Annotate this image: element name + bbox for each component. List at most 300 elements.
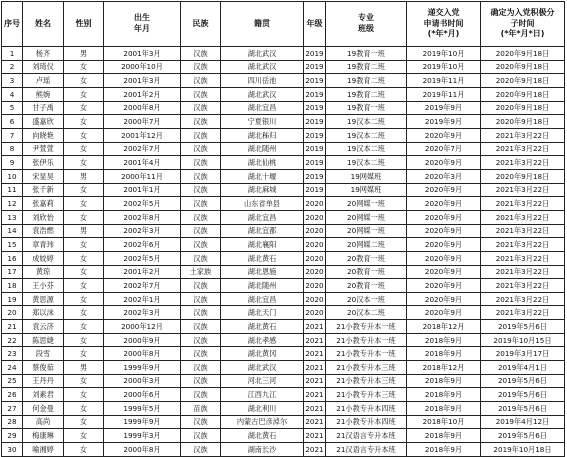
major-cell[interactable]: 20网媒一班 [326, 210, 407, 224]
name-cell[interactable]: 郑以沫 [23, 306, 64, 320]
name-cell[interactable]: 向晓艳 [23, 128, 64, 142]
grade-cell[interactable]: 2020 [304, 197, 326, 211]
birth-cell[interactable]: 1999年9月 [104, 415, 181, 429]
birth-cell[interactable]: 2002年5月 [104, 197, 181, 211]
seq-cell[interactable]: 25 [2, 374, 23, 388]
activist-time-cell[interactable]: 2020年9月18日 [481, 60, 565, 74]
activist-time-cell[interactable]: 2021年3月22日 [481, 183, 565, 197]
birth-cell[interactable]: 2002年7月 [104, 142, 181, 156]
activist-time-cell[interactable]: 2020年9月18日 [481, 115, 565, 129]
major-cell[interactable]: 21汉语言专升本班 [326, 429, 407, 443]
activist-time-cell[interactable]: 2021年3月22日 [481, 265, 565, 279]
birth-cell[interactable]: 2002年6月 [104, 238, 181, 252]
activist-time-cell[interactable]: 2021年3月22日 [481, 292, 565, 306]
native-cell[interactable]: 湖北随州 [221, 142, 304, 156]
activist-time-cell[interactable]: 2021年3月22日 [481, 210, 565, 224]
birth-cell[interactable]: 2000年8月 [104, 443, 181, 457]
major-cell[interactable]: 20网媒一班 [326, 197, 407, 211]
activist-time-cell[interactable]: 2021年3月22日 [481, 142, 565, 156]
native-cell[interactable]: 湖北武汉 [221, 60, 304, 74]
apply-time-cell[interactable]: 2020年9月 [407, 210, 481, 224]
gender-cell[interactable]: 男 [64, 224, 104, 238]
gender-cell[interactable]: 女 [64, 115, 104, 129]
apply-time-cell[interactable]: 2020年9月 [407, 292, 481, 306]
gender-cell[interactable]: 女 [64, 388, 104, 402]
gender-cell[interactable]: 女 [64, 156, 104, 170]
birth-cell[interactable]: 2000年3月 [104, 374, 181, 388]
name-cell[interactable]: 成姣婷 [23, 251, 64, 265]
grade-cell[interactable]: 2019 [304, 142, 326, 156]
birth-cell[interactable]: 2002年3月 [104, 306, 181, 320]
ethnicity-cell[interactable]: 汉族 [181, 333, 221, 347]
apply-time-cell[interactable]: 2020年9月 [407, 128, 481, 142]
apply-time-cell[interactable]: 2019年11月 [407, 87, 481, 101]
apply-time-cell[interactable]: 2019年10月 [407, 60, 481, 74]
grade-cell[interactable]: 2021 [304, 374, 326, 388]
grade-cell[interactable]: 2021 [304, 402, 326, 416]
ethnicity-cell[interactable]: 汉族 [181, 292, 221, 306]
seq-cell[interactable]: 30 [2, 443, 23, 457]
header-seq[interactable]: 序号 [2, 2, 23, 47]
apply-time-cell[interactable]: 2020年9月 [407, 279, 481, 293]
ethnicity-cell[interactable]: 汉族 [181, 197, 221, 211]
name-cell[interactable]: 刘欣怡 [23, 210, 64, 224]
native-cell[interactable]: 湖北黄冈 [221, 347, 304, 361]
activist-time-cell[interactable]: 2019年10月18日 [481, 443, 565, 457]
name-cell[interactable]: 王小芬 [23, 279, 64, 293]
seq-cell[interactable]: 3 [2, 74, 23, 88]
native-cell[interactable]: 湖北宜昌 [221, 101, 304, 115]
major-cell[interactable]: 19汉本二班 [326, 128, 407, 142]
ethnicity-cell[interactable]: 汉族 [181, 429, 221, 443]
apply-time-cell[interactable]: 2018年9月 [407, 443, 481, 457]
name-cell[interactable]: 黄琼 [23, 265, 64, 279]
apply-time-cell[interactable]: 2018年9月 [407, 388, 481, 402]
ethnicity-cell[interactable]: 汉族 [181, 60, 221, 74]
activist-time-cell[interactable]: 2020年9月18日 [481, 169, 565, 183]
activist-time-cell[interactable]: 2019年4月1日 [481, 361, 565, 375]
name-cell[interactable]: 袁浩燃 [23, 224, 64, 238]
name-cell[interactable]: 王丹丹 [23, 374, 64, 388]
activist-time-cell[interactable]: 2019年10月15日 [481, 333, 565, 347]
apply-time-cell[interactable]: 2018年9月 [407, 402, 481, 416]
gender-cell[interactable]: 女 [64, 87, 104, 101]
major-cell[interactable]: 21小教专升本三班 [326, 361, 407, 375]
major-cell[interactable]: 19汉本二班 [326, 115, 407, 129]
seq-cell[interactable]: 23 [2, 347, 23, 361]
apply-time-cell[interactable]: 2018年12月 [407, 361, 481, 375]
name-cell[interactable]: 盛嘉欣 [23, 115, 64, 129]
major-cell[interactable]: 21小教专升本三班 [326, 374, 407, 388]
birth-cell[interactable]: 2001年3月 [104, 47, 181, 61]
gender-cell[interactable]: 男 [64, 169, 104, 183]
native-cell[interactable]: 湖北恩施 [221, 265, 304, 279]
name-cell[interactable]: 何金曼 [23, 402, 64, 416]
gender-cell[interactable]: 女 [64, 197, 104, 211]
birth-cell[interactable]: 1999年9月 [104, 361, 181, 375]
name-cell[interactable]: 黄思源 [23, 292, 64, 306]
birth-cell[interactable]: 2000年11月 [104, 169, 181, 183]
ethnicity-cell[interactable]: 汉族 [181, 210, 221, 224]
native-cell[interactable]: 内蒙古巴彦淖尔 [221, 415, 304, 429]
apply-time-cell[interactable]: 2020年9月 [407, 306, 481, 320]
major-cell[interactable]: 19网媒班 [326, 183, 407, 197]
seq-cell[interactable]: 12 [2, 197, 23, 211]
apply-time-cell[interactable]: 2018年9月 [407, 347, 481, 361]
grade-cell[interactable]: 2021 [304, 388, 326, 402]
native-cell[interactable]: 湖北武汉 [221, 87, 304, 101]
activist-time-cell[interactable]: 2019年4月12日 [481, 415, 565, 429]
seq-cell[interactable]: 28 [2, 415, 23, 429]
major-cell[interactable]: 19网媒班 [326, 169, 407, 183]
gender-cell[interactable]: 男 [64, 47, 104, 61]
major-cell[interactable]: 19教育二班 [326, 60, 407, 74]
gender-cell[interactable]: 女 [64, 402, 104, 416]
grade-cell[interactable]: 2021 [304, 361, 326, 375]
activist-time-cell[interactable]: 2021年3月22日 [481, 251, 565, 265]
native-cell[interactable]: 湖北武汉 [221, 47, 304, 61]
native-cell[interactable]: 山东省单县 [221, 197, 304, 211]
major-cell[interactable]: 19汉本二班 [326, 156, 407, 170]
birth-cell[interactable]: 2002年7月 [104, 279, 181, 293]
name-cell[interactable]: 段雪 [23, 347, 64, 361]
ethnicity-cell[interactable]: 汉族 [181, 388, 221, 402]
header-ethnicity[interactable]: 民族 [181, 2, 221, 47]
ethnicity-cell[interactable]: 苗族 [181, 402, 221, 416]
birth-cell[interactable]: 2002年3月 [104, 224, 181, 238]
grade-cell[interactable]: 2021 [304, 347, 326, 361]
apply-time-cell[interactable]: 2020年7月 [407, 142, 481, 156]
ethnicity-cell[interactable]: 汉族 [181, 183, 221, 197]
activist-time-cell[interactable]: 2021年3月22日 [481, 238, 565, 252]
gender-cell[interactable]: 女 [64, 251, 104, 265]
grade-cell[interactable]: 2020 [304, 224, 326, 238]
header-grade[interactable]: 年级 [304, 2, 326, 47]
major-cell[interactable]: 19教育二班 [326, 87, 407, 101]
major-cell[interactable]: 19汉本二班 [326, 142, 407, 156]
grade-cell[interactable]: 2019 [304, 101, 326, 115]
name-cell[interactable]: 卢瑶 [23, 74, 64, 88]
major-cell[interactable]: 20网媒二班 [326, 238, 407, 252]
grade-cell[interactable]: 2021 [304, 333, 326, 347]
apply-time-cell[interactable]: 2018年10月 [407, 415, 481, 429]
gender-cell[interactable]: 女 [64, 306, 104, 320]
gender-cell[interactable]: 女 [64, 415, 104, 429]
name-cell[interactable]: 张嘉莉 [23, 197, 64, 211]
activist-time-cell[interactable]: 2021年3月22日 [481, 197, 565, 211]
ethnicity-cell[interactable]: 汉族 [181, 87, 221, 101]
birth-cell[interactable]: 2001年1月 [104, 183, 181, 197]
ethnicity-cell[interactable]: 汉族 [181, 443, 221, 457]
seq-cell[interactable]: 10 [2, 169, 23, 183]
seq-cell[interactable]: 7 [2, 128, 23, 142]
grade-cell[interactable]: 2019 [304, 128, 326, 142]
activist-time-cell[interactable]: 2020年9月18日 [481, 87, 565, 101]
apply-time-cell[interactable]: 2020年9月 [407, 224, 481, 238]
name-cell[interactable]: 刘素君 [23, 388, 64, 402]
grade-cell[interactable]: 2020 [304, 265, 326, 279]
seq-cell[interactable]: 29 [2, 429, 23, 443]
ethnicity-cell[interactable]: 汉族 [181, 320, 221, 334]
native-cell[interactable]: 湖北仙桃 [221, 156, 304, 170]
activist-time-cell[interactable]: 2019年5月6日 [481, 388, 565, 402]
apply-time-cell[interactable]: 2019年11月 [407, 74, 481, 88]
major-cell[interactable]: 20汉本一班 [326, 292, 407, 306]
gender-cell[interactable]: 女 [64, 74, 104, 88]
header-activist-time[interactable]: 确定为入党积极分 子时间 (*年*月*日) [481, 2, 565, 47]
activist-time-cell[interactable]: 2021年3月22日 [481, 156, 565, 170]
birth-cell[interactable]: 2000年10月 [104, 60, 181, 74]
header-gender[interactable]: 性别 [64, 2, 104, 47]
activist-time-cell[interactable]: 2020年9月18日 [481, 47, 565, 61]
grade-cell[interactable]: 2019 [304, 169, 326, 183]
seq-cell[interactable]: 2 [2, 60, 23, 74]
major-cell[interactable]: 20教育一班 [326, 279, 407, 293]
activist-time-cell[interactable]: 2019年5月6日 [481, 374, 565, 388]
gender-cell[interactable]: 女 [64, 292, 104, 306]
grade-cell[interactable]: 2020 [304, 306, 326, 320]
native-cell[interactable]: 湖北孝感 [221, 333, 304, 347]
seq-cell[interactable]: 1 [2, 47, 23, 61]
grade-cell[interactable]: 2020 [304, 251, 326, 265]
native-cell[interactable]: 河北三河 [221, 374, 304, 388]
grade-cell[interactable]: 2020 [304, 238, 326, 252]
apply-time-cell[interactable]: 2020年3月 [407, 169, 481, 183]
apply-time-cell[interactable]: 2018年9月 [407, 429, 481, 443]
gender-cell[interactable]: 女 [64, 320, 104, 334]
birth-cell[interactable]: 2001年4月 [104, 156, 181, 170]
activist-time-cell[interactable]: 2020年9月18日 [481, 74, 565, 88]
activist-time-cell[interactable]: 2020年9月18日 [481, 101, 565, 115]
native-cell[interactable]: 江西九江 [221, 388, 304, 402]
ethnicity-cell[interactable]: 汉族 [181, 74, 221, 88]
header-name[interactable]: 姓名 [23, 2, 64, 47]
header-birth[interactable]: 出生 年月 [104, 2, 181, 47]
birth-cell[interactable]: 2000年8月 [104, 347, 181, 361]
gender-cell[interactable]: 女 [64, 279, 104, 293]
major-cell[interactable]: 20教育一班 [326, 265, 407, 279]
major-cell[interactable]: 21小教专升本四班 [326, 402, 407, 416]
seq-cell[interactable]: 6 [2, 115, 23, 129]
major-cell[interactable]: 20网媒一班 [326, 224, 407, 238]
seq-cell[interactable]: 11 [2, 183, 23, 197]
activist-time-cell[interactable]: 2021年3月22日 [481, 306, 565, 320]
seq-cell[interactable]: 16 [2, 251, 23, 265]
native-cell[interactable]: 湖北天门 [221, 306, 304, 320]
gender-cell[interactable]: 女 [64, 333, 104, 347]
birth-cell[interactable]: 2002年5月 [104, 251, 181, 265]
seq-cell[interactable]: 21 [2, 320, 23, 334]
gender-cell[interactable]: 女 [64, 443, 104, 457]
apply-time-cell[interactable]: 2019年9月 [407, 101, 481, 115]
activist-time-cell[interactable]: 2019年5月6日 [481, 429, 565, 443]
name-cell[interactable]: 梅康琳 [23, 429, 64, 443]
activist-time-cell[interactable]: 2019年5月6日 [481, 320, 565, 334]
activist-time-cell[interactable]: 2019年5月6日 [481, 402, 565, 416]
gender-cell[interactable]: 女 [64, 142, 104, 156]
apply-time-cell[interactable]: 2018年9月 [407, 374, 481, 388]
native-cell[interactable]: 湖北宜昌 [221, 292, 304, 306]
gender-cell[interactable]: 女 [64, 128, 104, 142]
major-cell[interactable]: 20教育一班 [326, 251, 407, 265]
ethnicity-cell[interactable]: 汉族 [181, 47, 221, 61]
gender-cell[interactable]: 女 [64, 183, 104, 197]
grade-cell[interactable]: 2019 [304, 60, 326, 74]
apply-time-cell[interactable]: 2020年9月 [407, 251, 481, 265]
seq-cell[interactable]: 13 [2, 210, 23, 224]
seq-cell[interactable]: 14 [2, 224, 23, 238]
header-apply-time[interactable]: 递交入党 申请书时间 (*年*月) [407, 2, 481, 47]
birth-cell[interactable]: 1999年5月 [104, 402, 181, 416]
seq-cell[interactable]: 9 [2, 156, 23, 170]
apply-time-cell[interactable]: 2020年9月 [407, 238, 481, 252]
major-cell[interactable]: 21小教专升本一班 [326, 347, 407, 361]
activist-time-cell[interactable]: 2019年3月17日 [481, 347, 565, 361]
name-cell[interactable]: 章青玮 [23, 238, 64, 252]
ethnicity-cell[interactable]: 汉族 [181, 361, 221, 375]
birth-cell[interactable]: 2002年1月 [104, 292, 181, 306]
native-cell[interactable]: 湖北宜都 [221, 224, 304, 238]
native-cell[interactable]: 湖北黄石 [221, 320, 304, 334]
name-cell[interactable]: 熊婉 [23, 87, 64, 101]
name-cell[interactable]: 张千新 [23, 183, 64, 197]
seq-cell[interactable]: 5 [2, 101, 23, 115]
gender-cell[interactable]: 女 [64, 238, 104, 252]
birth-cell[interactable]: 2001年2月 [104, 87, 181, 101]
grade-cell[interactable]: 2019 [304, 87, 326, 101]
apply-time-cell[interactable]: 2019年10月 [407, 47, 481, 61]
grade-cell[interactable]: 2019 [304, 156, 326, 170]
apply-time-cell[interactable]: 2018年12月 [407, 320, 481, 334]
gender-cell[interactable]: 女 [64, 265, 104, 279]
ethnicity-cell[interactable]: 汉族 [181, 156, 221, 170]
birth-cell[interactable]: 2002年8月 [104, 210, 181, 224]
native-cell[interactable]: 湖北襄阳 [221, 238, 304, 252]
native-cell[interactable]: 湖北武汉 [221, 361, 304, 375]
native-cell[interactable]: 湖北十堰 [221, 169, 304, 183]
apply-time-cell[interactable]: 2020年9月 [407, 183, 481, 197]
birth-cell[interactable]: 2001年2月 [104, 265, 181, 279]
apply-time-cell[interactable]: 2019年9月 [407, 115, 481, 129]
major-cell[interactable]: 21小教专升本四班 [326, 415, 407, 429]
ethnicity-cell[interactable]: 汉族 [181, 101, 221, 115]
gender-cell[interactable]: 女 [64, 374, 104, 388]
native-cell[interactable]: 湖北利川 [221, 402, 304, 416]
native-cell[interactable]: 湖北秭归 [221, 128, 304, 142]
ethnicity-cell[interactable]: 汉族 [181, 306, 221, 320]
grade-cell[interactable]: 2021 [304, 415, 326, 429]
ethnicity-cell[interactable]: 汉族 [181, 415, 221, 429]
ethnicity-cell[interactable]: 汉族 [181, 347, 221, 361]
grade-cell[interactable]: 2019 [304, 183, 326, 197]
name-cell[interactable]: 杨齐 [23, 47, 64, 61]
apply-time-cell[interactable]: 2020年9月 [407, 265, 481, 279]
seq-cell[interactable]: 8 [2, 142, 23, 156]
birth-cell[interactable]: 2001年12月 [104, 128, 181, 142]
header-native[interactable]: 籍贯 [221, 2, 304, 47]
gender-cell[interactable]: 女 [64, 210, 104, 224]
gender-cell[interactable]: 女 [64, 429, 104, 443]
grade-cell[interactable]: 2019 [304, 115, 326, 129]
gender-cell[interactable]: 女 [64, 347, 104, 361]
ethnicity-cell[interactable]: 汉族 [181, 279, 221, 293]
name-cell[interactable]: 喻湘婷 [23, 443, 64, 457]
major-cell[interactable]: 20汉本二班 [326, 306, 407, 320]
apply-time-cell[interactable]: 2020年9月 [407, 156, 481, 170]
gender-cell[interactable]: 男 [64, 361, 104, 375]
name-cell[interactable]: 高尚 [23, 415, 64, 429]
birth-cell[interactable]: 2000年9月 [104, 333, 181, 347]
activist-time-cell[interactable]: 2021年3月22日 [481, 224, 565, 238]
birth-cell[interactable]: 2000年12月 [104, 320, 181, 334]
birth-cell[interactable]: 2000年8月 [104, 101, 181, 115]
grade-cell[interactable]: 2021 [304, 320, 326, 334]
ethnicity-cell[interactable]: 汉族 [181, 238, 221, 252]
ethnicity-cell[interactable]: 汉族 [181, 374, 221, 388]
gender-cell[interactable]: 女 [64, 101, 104, 115]
seq-cell[interactable]: 27 [2, 402, 23, 416]
name-cell[interactable]: 尹萱萱 [23, 142, 64, 156]
native-cell[interactable]: 湖北随州 [221, 279, 304, 293]
native-cell[interactable]: 湖北黄石 [221, 251, 304, 265]
native-cell[interactable]: 四川岳池 [221, 74, 304, 88]
major-cell[interactable]: 21小教专升本一班 [326, 333, 407, 347]
major-cell[interactable]: 19教育二班 [326, 74, 407, 88]
seq-cell[interactable]: 24 [2, 361, 23, 375]
activist-time-cell[interactable]: 2021年3月22日 [481, 128, 565, 142]
seq-cell[interactable]: 4 [2, 87, 23, 101]
name-cell[interactable]: 甘子禹 [23, 101, 64, 115]
seq-cell[interactable]: 26 [2, 388, 23, 402]
ethnicity-cell[interactable]: 汉族 [181, 224, 221, 238]
seq-cell[interactable]: 20 [2, 306, 23, 320]
major-cell[interactable]: 21小教专升本一班 [326, 320, 407, 334]
gender-cell[interactable]: 女 [64, 60, 104, 74]
birth-cell[interactable]: 2000年6月 [104, 388, 181, 402]
name-cell[interactable]: 刘琦仪 [23, 60, 64, 74]
seq-cell[interactable]: 19 [2, 292, 23, 306]
header-major[interactable]: 专业 班级 [326, 2, 407, 47]
native-cell[interactable]: 湖南长沙 [221, 443, 304, 457]
grade-cell[interactable]: 2020 [304, 210, 326, 224]
ethnicity-cell[interactable]: 土家族 [181, 265, 221, 279]
grade-cell[interactable]: 2021 [304, 443, 326, 457]
ethnicity-cell[interactable]: 汉族 [181, 115, 221, 129]
native-cell[interactable]: 湖北麻城 [221, 183, 304, 197]
ethnicity-cell[interactable]: 汉族 [181, 169, 221, 183]
name-cell[interactable]: 陈思婕 [23, 333, 64, 347]
name-cell[interactable]: 张伊乐 [23, 156, 64, 170]
name-cell[interactable]: 袁云济 [23, 320, 64, 334]
seq-cell[interactable]: 22 [2, 333, 23, 347]
seq-cell[interactable]: 18 [2, 279, 23, 293]
grade-cell[interactable]: 2019 [304, 74, 326, 88]
grade-cell[interactable]: 2020 [304, 292, 326, 306]
birth-cell[interactable]: 2001年3月 [104, 74, 181, 88]
name-cell[interactable]: 宋显昊 [23, 169, 64, 183]
apply-time-cell[interactable]: 2018年9月 [407, 333, 481, 347]
activist-time-cell[interactable]: 2021年3月22日 [481, 279, 565, 293]
major-cell[interactable]: 19教育一班 [326, 101, 407, 115]
native-cell[interactable]: 湖北黄石 [221, 429, 304, 443]
birth-cell[interactable]: 1999年3月 [104, 429, 181, 443]
seq-cell[interactable]: 15 [2, 238, 23, 252]
grade-cell[interactable]: 2021 [304, 429, 326, 443]
major-cell[interactable]: 19教育一班 [326, 47, 407, 61]
major-cell[interactable]: 21汉语言专升本班 [326, 443, 407, 457]
native-cell[interactable]: 宁夏银川 [221, 115, 304, 129]
birth-cell[interactable]: 2000年7月 [104, 115, 181, 129]
